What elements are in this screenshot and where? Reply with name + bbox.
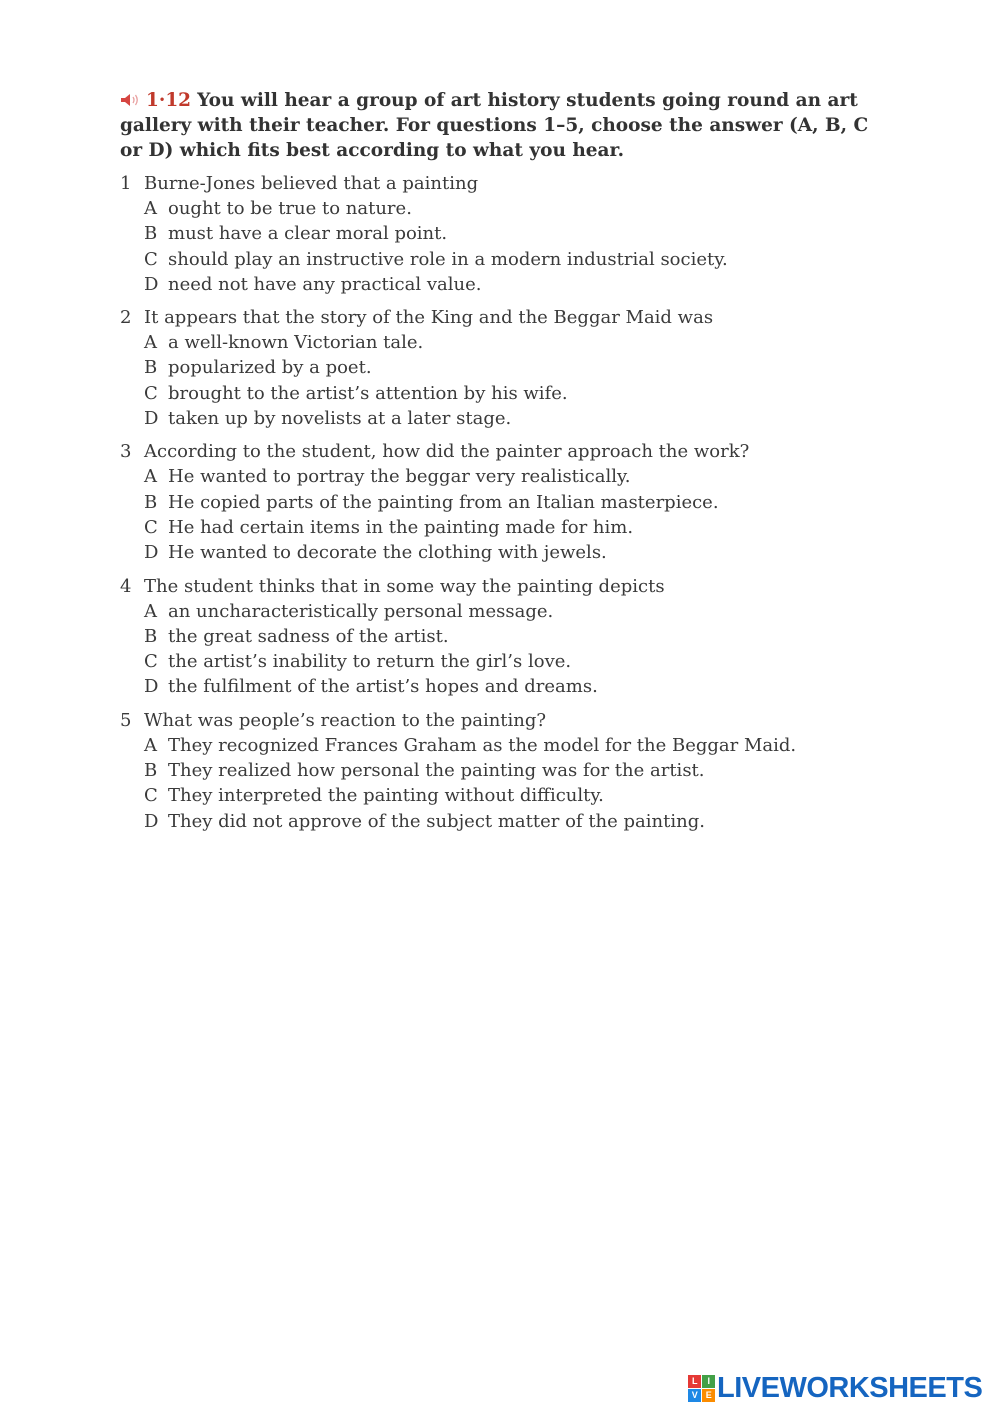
option-letter: C (144, 248, 158, 270)
option-letter: C (144, 651, 158, 673)
option-letter: D (144, 273, 159, 295)
option-4-b[interactable] (120, 624, 880, 649)
question-5 (120, 708, 880, 834)
option-text: They realized how personal the painting was for the artist. (168, 760, 705, 782)
option-text: popularized by a poet. (168, 357, 372, 379)
track-number: 1·12 (146, 90, 192, 111)
question-text: The student thinks that in some way the painting depicts (144, 575, 665, 597)
option-text: an uncharacteristically personal message. (168, 600, 554, 622)
worksheet (120, 88, 880, 834)
option-text: They did not approve of the subject matter of the painting. (168, 810, 705, 832)
option-2-c[interactable] (120, 381, 880, 406)
question-stem (120, 439, 880, 464)
question-stem (120, 171, 880, 196)
question-stem (120, 574, 880, 599)
logo-text: LIVEWORKSHEETS (717, 1372, 983, 1404)
question-number: 2 (120, 307, 132, 329)
option-letter: B (144, 223, 158, 245)
option-letter: C (144, 382, 158, 404)
option-letter: B (144, 357, 158, 379)
option-text: the artist’s inability to return the girl’s love. (168, 651, 572, 673)
option-text: They interpreted the painting without difficulty. (168, 785, 604, 807)
question-number: 4 (120, 575, 132, 597)
option-1-c[interactable] (120, 247, 880, 272)
option-text: the great sadness of the artist. (168, 625, 449, 647)
option-3-d[interactable] (120, 540, 880, 565)
option-text: taken up by novelists at a later stage. (168, 408, 512, 430)
option-text: the fulfilment of the artist’s hopes and dreams. (168, 676, 598, 698)
speaker-icon[interactable] (120, 93, 140, 107)
option-letter: A (144, 332, 157, 354)
option-1-a[interactable] (120, 196, 880, 221)
question-text: Burne-Jones believed that a painting (144, 173, 479, 194)
option-text: brought to the artist’s attention by his wife. (168, 382, 568, 404)
option-text: ought to be true to nature. (168, 198, 412, 219)
liveworksheets-logo (688, 1372, 982, 1405)
option-text: They recognized Frances Graham as the model for the Beggar Maid. (168, 734, 797, 756)
option-1-b[interactable] (120, 221, 880, 246)
logo-tile: E (702, 1389, 715, 1402)
option-5-c[interactable] (120, 783, 880, 808)
option-2-d[interactable] (120, 406, 880, 431)
option-5-d[interactable] (120, 809, 880, 834)
logo-grid-icon (688, 1375, 715, 1402)
option-2-a[interactable] (120, 330, 880, 355)
option-letter: D (144, 676, 159, 698)
option-letter: B (144, 760, 158, 782)
question-text: It appears that the story of the King and the Beggar Maid was (144, 307, 714, 329)
option-1-d[interactable] (120, 272, 880, 297)
option-text: He wanted to decorate the clothing with jewels. (168, 542, 607, 564)
option-letter: A (144, 466, 157, 488)
option-letter: A (144, 734, 157, 756)
question-number: 1 (120, 173, 132, 194)
option-letter: A (144, 198, 157, 219)
option-3-b[interactable] (120, 490, 880, 515)
option-letter: B (144, 625, 158, 647)
option-2-b[interactable] (120, 355, 880, 380)
question-1 (120, 171, 880, 297)
option-letter: D (144, 408, 159, 430)
option-letter: A (144, 600, 157, 622)
question-2 (120, 305, 880, 431)
option-text: He copied parts of the painting from an Italian masterpiece. (168, 491, 719, 513)
question-list (120, 171, 880, 834)
question-text: What was people’s reaction to the painting? (144, 709, 547, 731)
option-letter: D (144, 810, 159, 832)
option-text: need not have any practical value. (168, 273, 482, 295)
question-3 (120, 439, 880, 565)
option-letter: C (144, 785, 158, 807)
option-5-b[interactable] (120, 758, 880, 783)
instructions-text: You will hear a group of art history students going round an art gallery with their teacher. For questions 1–5, choose the answer (A, B, C or D) which fits best according to what you hear. (120, 90, 869, 161)
option-letter: D (144, 542, 159, 564)
option-4-a[interactable] (120, 599, 880, 624)
option-4-c[interactable] (120, 649, 880, 674)
question-4 (120, 574, 880, 700)
option-text: He had certain items in the painting made for him. (168, 516, 634, 538)
option-letter: B (144, 491, 158, 513)
option-3-c[interactable] (120, 515, 880, 540)
question-number: 3 (120, 441, 132, 463)
question-number: 5 (120, 709, 132, 731)
option-3-a[interactable] (120, 464, 880, 489)
question-stem (120, 305, 880, 330)
option-4-d[interactable] (120, 674, 880, 699)
question-stem (120, 708, 880, 733)
option-5-a[interactable] (120, 733, 880, 758)
logo-tile: V (688, 1389, 701, 1402)
option-text: must have a clear moral point. (168, 223, 448, 245)
instructions (120, 88, 880, 163)
option-text: should play an instructive role in a modern industrial society. (168, 248, 728, 270)
question-text: According to the student, how did the painter approach the work? (144, 441, 750, 463)
option-text: a well-known Victorian tale. (168, 332, 424, 354)
logo-tile: I (702, 1375, 715, 1388)
option-text: He wanted to portray the beggar very realistically. (168, 466, 631, 488)
logo-tile: L (688, 1375, 701, 1388)
option-letter: C (144, 516, 158, 538)
